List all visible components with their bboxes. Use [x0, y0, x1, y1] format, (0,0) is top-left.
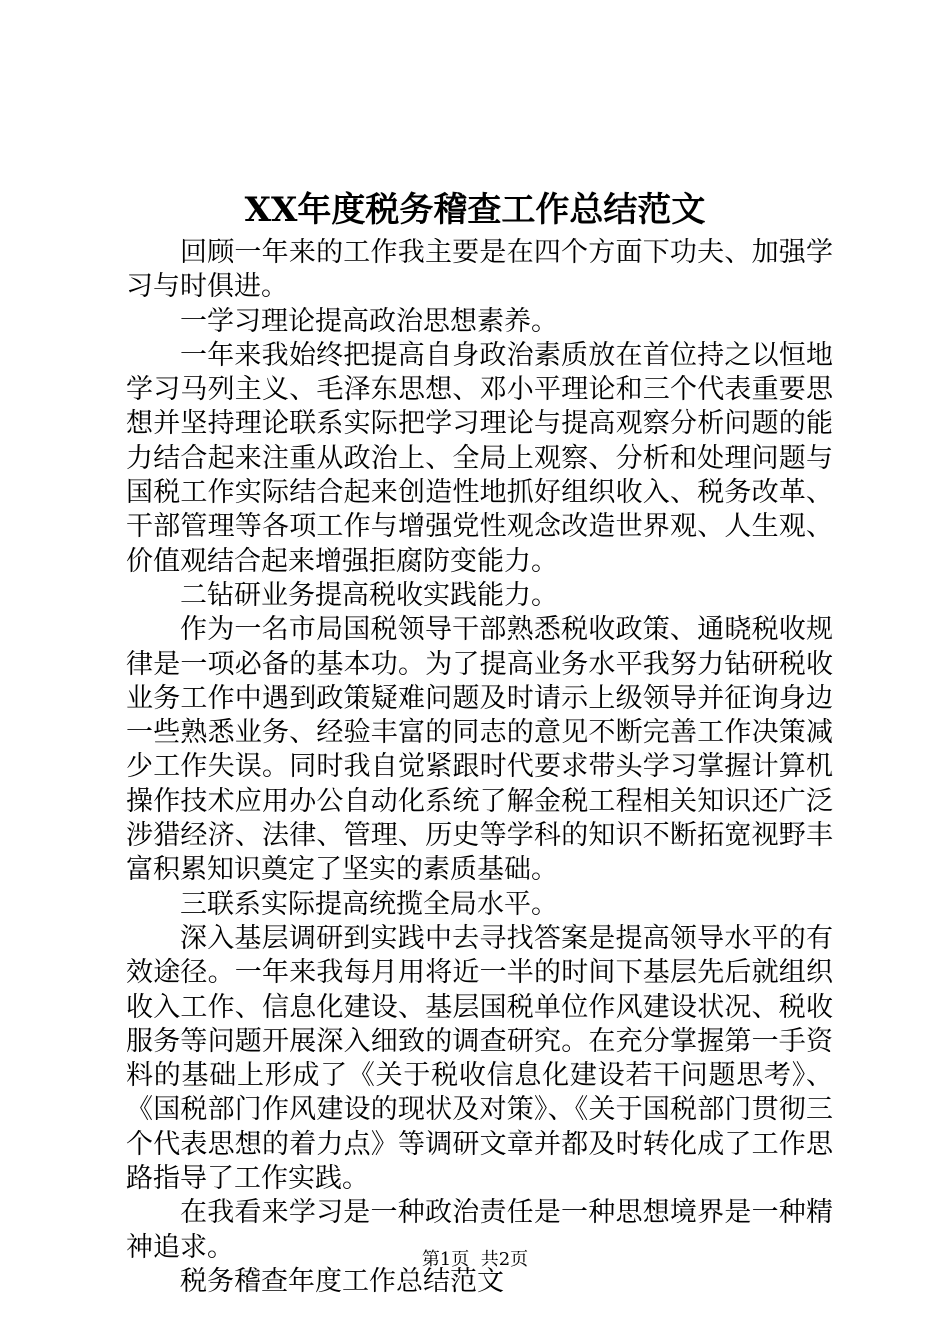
- paragraph: 税务稽查年度工作总结范文: [180, 1265, 504, 1297]
- section-heading: 二钻研业务提高税收实践能力。: [180, 579, 558, 611]
- page-footer: 第1页 共2页: [421, 1249, 529, 1270]
- paragraph: 在我看来学习是一种政治责任是一种思想境界是一种精神追求。: [126, 1197, 833, 1263]
- paragraph: 作为一名市局国税领导干部熟悉税收政策、通晓税收规律是一项必备的基本功。为了提高业务水平我努力钻研税收业务工作中遇到政策疑难问题及时请示上级领导并征询身边一些熟悉业务、经验丰富的同志的意见不断完善工作决策减少工作失误。同时我自觉紧跟时代要求带头学习掌握计算机操作技术应用办公自动化系统了解金税工程相关知识还广泛涉猎经济、法律、管理、历史等学科的知识不断拓宽视野丰富积累知识奠定了坚实的素质基础。: [126, 614, 833, 886]
- paragraph: 深入基层调研到实践中去寻找答案是提高领导水平的有效途径。一年来我每月用将近一半的时间下基层先后就组织收入工作、信息化建设、基层国税单位作风建设状况、税收服务等问题开展深入细致的调查研究。在充分掌握第一手资料的基础上形成了《关于税收信息化建设若干问题思考》、《国税部门作风建设的现状及对策》、《关于国税部门贯彻三个代表思想的着力点》等调研文章并都及时转化成了工作思路指导了工作实践。: [126, 922, 833, 1195]
- section-heading: 一学习理论提高政治思想素养。: [180, 305, 558, 337]
- paragraph: 一年来我始终把提高自身政治素质放在首位持之以恒地学习马列主义、毛泽东思想、邓小平理论和三个代表重要思想并坚持理论联系实际把学习理论与提高观察分析问题的能力结合起来注重从政治上、全局上观察、分析和处理问题与国税工作实际结合起来创造性地抓好组织收入、税务改革、干部管理等各项工作与增强党性观念改造世界观、人生观、价值观结合起来增强拒腐防变能力。: [126, 339, 833, 577]
- document-title: XX年度税务稽查工作总结范文: [244, 190, 706, 230]
- document-body: [126, 236, 833, 1299]
- paragraph: 回顾一年来的工作我主要是在四个方面下功夫、加强学习与时俱进。: [126, 237, 833, 303]
- section-heading: 三联系实际提高统揽全局水平。: [180, 888, 558, 920]
